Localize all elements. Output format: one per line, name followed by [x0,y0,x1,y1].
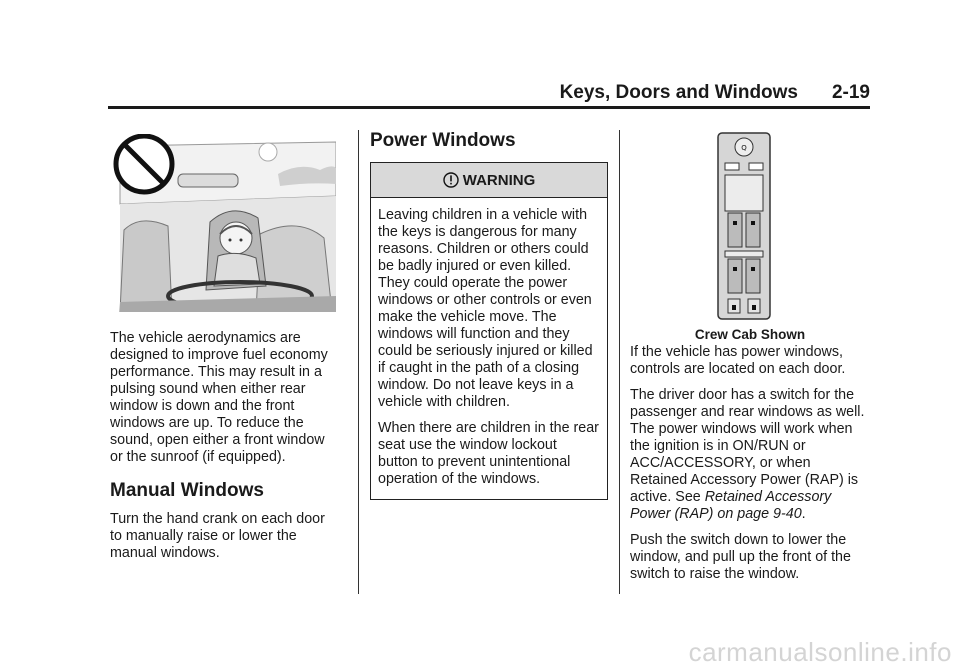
aerodynamics-paragraph: The vehicle aerodynamics are designed to improve fuel economy performance. This may result in a pulsing sound when either rear window is down and the front windows are up. To reduce the sound, open either a front window or the sunroof (if equipped). [110,330,328,465]
warning-label: WARNING [462,171,536,189]
left-column [110,330,340,571]
page-number: 2-19 [831,82,870,103]
rap-cross-reference-link[interactable]: Retained Accessory Power (RAP) on page 9-40 [630,489,832,522]
warning-body [371,198,607,499]
warning-box [370,162,608,500]
driver-switch-text: The driver door has a switch for the passenger and rear windows as well. The power windows will work when the ignition is in ON/RUN or ACC/ACCESSORY, or when Retained Accessory Power (RAP) is active. See [630,387,865,505]
column-divider [619,130,620,594]
sentence-end: . [801,506,806,522]
header-rule [108,106,870,109]
warning-header [371,163,607,198]
watermark: carmanualsonline.info [688,637,952,667]
middle-column [370,130,610,500]
manual-windows-heading: Manual Windows [110,480,264,501]
driver-switch-paragraph [630,387,870,523]
switch-operation-paragraph: Push the switch down to lower the window, and pull up the front of the switch to raise the window. [630,532,851,582]
window-switch-panel-illustration [716,131,772,321]
child-in-vehicle-illustration [110,134,336,312]
column-divider [358,130,359,594]
manual-windows-paragraph: Turn the hand crank on each door to manually raise or lower the manual windows. [110,511,325,561]
page-header [108,82,870,104]
warning-paragraph: When there are children in the rear seat use the window lockout button to prevent unintentional operation of the windows. [378,420,599,487]
right-column [630,344,870,592]
svg-text:Q: Q [741,144,747,152]
section-title: Keys, Doors and Windows [559,82,798,103]
power-windows-heading: Power Windows [370,130,516,151]
figure-caption: Crew Cab Shown [694,327,806,342]
warning-icon [443,172,459,188]
warning-paragraph: Leaving children in a vehicle with the keys is dangerous for many reasons. Children or others could be badly injured or even killed. They could operate the power windows or other controls or even make the vehicle move. The windows will function and they could be seriously injured or killed if caught in the path of a closing window. Do not leave keys in a vehicle with children. [378,207,593,410]
controls-location-paragraph: If the vehicle has power windows, controls are located on each door. [630,344,846,377]
